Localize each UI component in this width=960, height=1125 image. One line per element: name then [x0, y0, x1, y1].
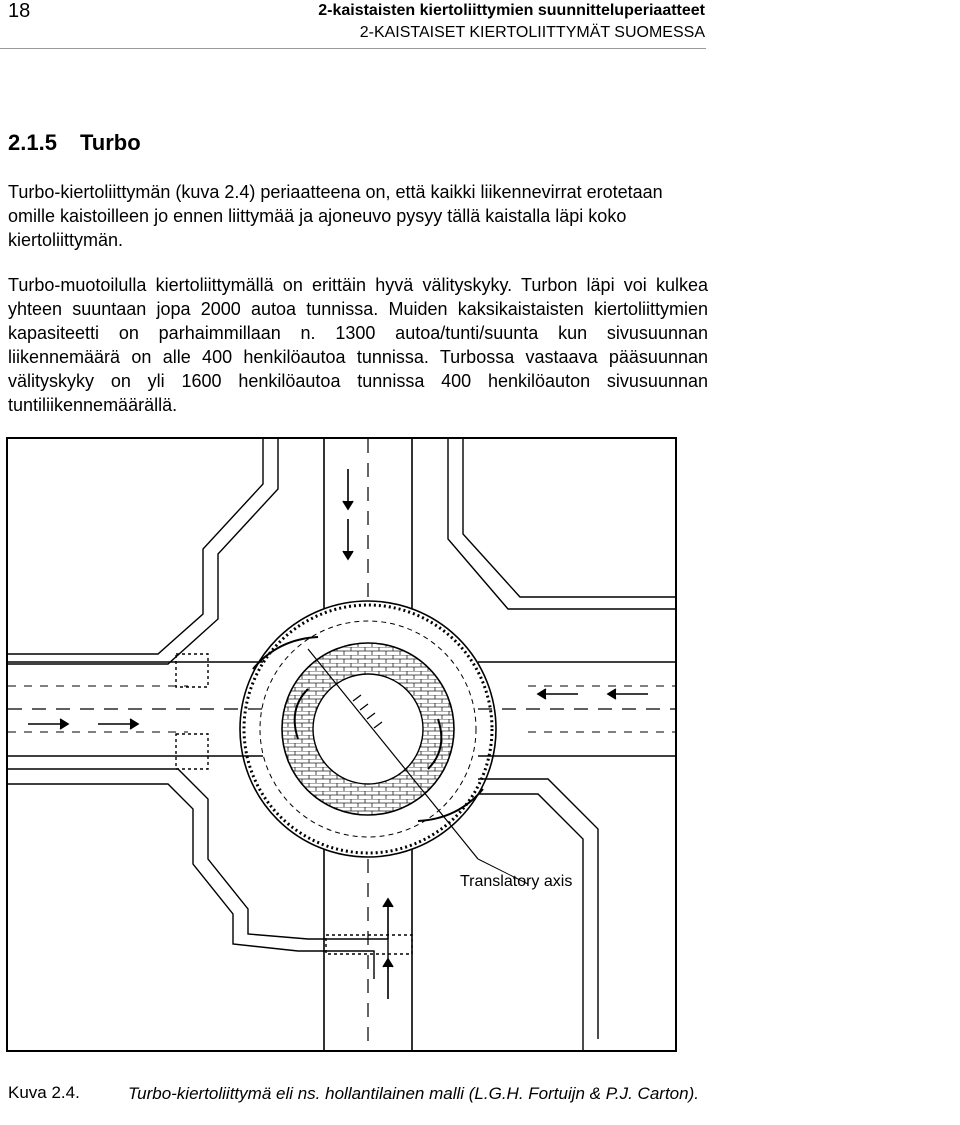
- section-number: 2.1.5: [8, 130, 57, 155]
- section-title: Turbo: [80, 130, 141, 155]
- turbo-roundabout-figure: [6, 437, 677, 1052]
- body-paragraph-1: Turbo-kiertoliittymän (kuva 2.4) periaatteena on, että kaikki liikennevirrat erotetaan omille kaistoilleen jo ennen liittymää ja ajoneuvo pysyy tällä kaistalla läpi koko kiertoliittymän.: [8, 182, 663, 250]
- chapter-title: 2-KAISTAISET KIERTOLIITTYMÄT SUOMESSA: [359, 24, 705, 41]
- header-rule: [0, 48, 706, 49]
- translatory-axis-label: Translatory axis: [460, 873, 573, 890]
- running-title: 2-kaistaisten kiertoliittymien suunnitteluperiaatteet: [318, 2, 705, 19]
- figure-caption-label: Kuva 2.4.: [8, 1083, 80, 1102]
- central-island: [282, 643, 454, 815]
- roundabout-drawing: [8, 439, 675, 1050]
- running-header: [318, 0, 705, 44]
- figure-caption-text: Turbo-kiertoliittymä eli ns. hollantilainen malli (L.G.H. Fortuijn & P.J. Carton).: [128, 1084, 699, 1103]
- section-heading: [8, 130, 141, 156]
- page-number: 18: [8, 0, 31, 22]
- body-paragraph-2: Turbo-muotoilulla kiertoliittymällä on erittäin hyvä välityskyky. Turbon läpi voi kulkea yhteen suuntaan jopa 2000 autoa tunnissa. Muiden kaksikaistaisten kiertoliittymien kapasiteetti on parhaimmillaan n. 1300 autoa/tunti/suunta kun sivusuunnan liikennemäärä on alle 400 henkilöautoa tunnissa. Turbossa vastaava pääsuunnan välityskyky on yli 1600 henkilöautoa tunnissa 400 henkilöauton sivusuunnan tuntiliikennemäärällä.: [8, 275, 708, 415]
